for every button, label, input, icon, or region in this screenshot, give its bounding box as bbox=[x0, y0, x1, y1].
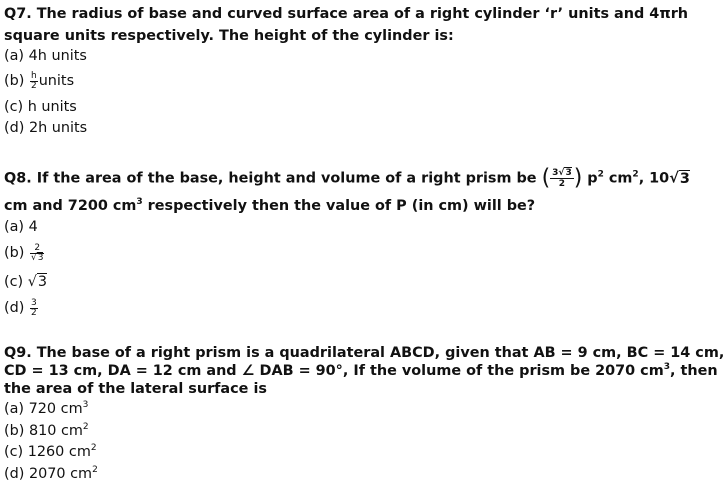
q8-text-line1 bbox=[4, 165, 690, 191]
sqrt-icon: √ bbox=[669, 170, 679, 187]
q7-option-b-label: (b) bbox=[4, 73, 29, 89]
q8-line1-text: Q8. If the area of the base, height and volume of a right prism be bbox=[4, 170, 542, 187]
q8-option-a: (a) 4 bbox=[4, 219, 38, 235]
q8-option-b-label: (b) bbox=[4, 245, 29, 261]
q9-option-a-text: (a) 720 cm bbox=[4, 401, 83, 417]
q8-height-text: , 10 bbox=[638, 170, 670, 187]
fraction-numerator bbox=[550, 168, 574, 179]
q9-option-b-exponent: 2 bbox=[82, 422, 89, 432]
q8-line2-exponent: 3 bbox=[136, 197, 143, 207]
q8-coefficient-fraction bbox=[550, 168, 574, 189]
q7-text-line2: square units respectively. The height of the cylinder is: bbox=[4, 28, 454, 44]
fraction-numerator: 3 bbox=[30, 297, 37, 308]
q9-option-c-exponent: 2 bbox=[90, 443, 97, 453]
q8-line2-pre: cm and 7200 cm bbox=[4, 198, 137, 214]
q7-text-line1: Q7. The radius of base and curved surface area of a right cylinder ‘r’ units and 4πrh bbox=[4, 6, 689, 22]
q9-option-b-text: (b) 810 cm bbox=[4, 423, 83, 439]
q9-option-d bbox=[4, 464, 98, 484]
fraction-denominator bbox=[30, 254, 44, 263]
q8-p-text: p bbox=[582, 170, 598, 187]
q7-option-b bbox=[4, 71, 74, 91]
fraction-numerator: 2 bbox=[30, 244, 44, 254]
q9-line2-pre: CD = 13 cm, DA = 12 cm and ∠ DAB = 90°, If the volume of the prism be 2070 cm bbox=[4, 363, 664, 379]
q9-option-c bbox=[4, 442, 97, 462]
q8-cm-exponent: 2 bbox=[632, 169, 639, 180]
q9-option-a-exponent: 3 bbox=[82, 400, 89, 410]
q8-option-d-label: (d) bbox=[4, 300, 29, 316]
q9-option-c-text: (c) 1260 cm bbox=[4, 444, 91, 460]
sqrt-icon: √ bbox=[30, 252, 37, 263]
q8-line2-post: respectively then the value of P (in cm) will be? bbox=[142, 198, 536, 214]
q8-text-line2 bbox=[4, 196, 535, 216]
q8-option-c-radicand: 3 bbox=[37, 274, 48, 290]
fraction-denominator: 2 bbox=[30, 307, 37, 318]
q8-option-c-label: (c) bbox=[4, 274, 28, 290]
q9-text-line2 bbox=[4, 361, 718, 381]
q7-option-b-fraction bbox=[30, 72, 38, 91]
q8-height-radicand: 3 bbox=[679, 170, 690, 187]
coef-radicand: 3 bbox=[565, 168, 572, 178]
radicand: 3 bbox=[37, 252, 44, 263]
q8-option-b-fraction bbox=[30, 244, 44, 263]
q8-p-exponent: 2 bbox=[597, 169, 604, 180]
q9-option-d-exponent: 2 bbox=[92, 465, 98, 475]
fraction-numerator: h bbox=[30, 70, 37, 81]
q9-line2-exponent: 3 bbox=[663, 362, 670, 372]
left-paren: ( bbox=[541, 165, 551, 191]
sqrt-icon: √ bbox=[27, 274, 37, 290]
q8-option-b bbox=[4, 243, 45, 263]
q7-option-a: (a) 4h units bbox=[4, 48, 87, 64]
q9-text-line3: the area of the lateral surface is bbox=[4, 381, 267, 397]
coef-number: 3 bbox=[552, 168, 559, 178]
q7-option-b-unit: units bbox=[38, 73, 75, 89]
q7-option-d: (d) 2h units bbox=[4, 120, 88, 136]
q7-option-c: (c) h units bbox=[4, 99, 77, 115]
q9-option-d-text: (d) 2070 cm bbox=[4, 466, 93, 482]
q9-option-a bbox=[4, 399, 88, 419]
fraction-denominator: 2 bbox=[30, 80, 37, 91]
q9-option-b bbox=[4, 421, 89, 441]
q8-option-d bbox=[4, 298, 39, 318]
q9-line2-post: , then bbox=[669, 363, 718, 379]
q8-option-d-fraction bbox=[30, 299, 38, 318]
right-paren: ) bbox=[573, 165, 583, 191]
sqrt-icon: √ bbox=[558, 168, 565, 178]
fraction-denominator: 2 bbox=[558, 179, 566, 189]
q8-cm-text: cm bbox=[603, 170, 633, 187]
q9-text-line1: Q9. The base of a right prism is a quadrilateral ABCD, given that AB = 9 cm, BC = 14 cm, bbox=[4, 345, 724, 361]
q8-option-c bbox=[4, 272, 47, 292]
